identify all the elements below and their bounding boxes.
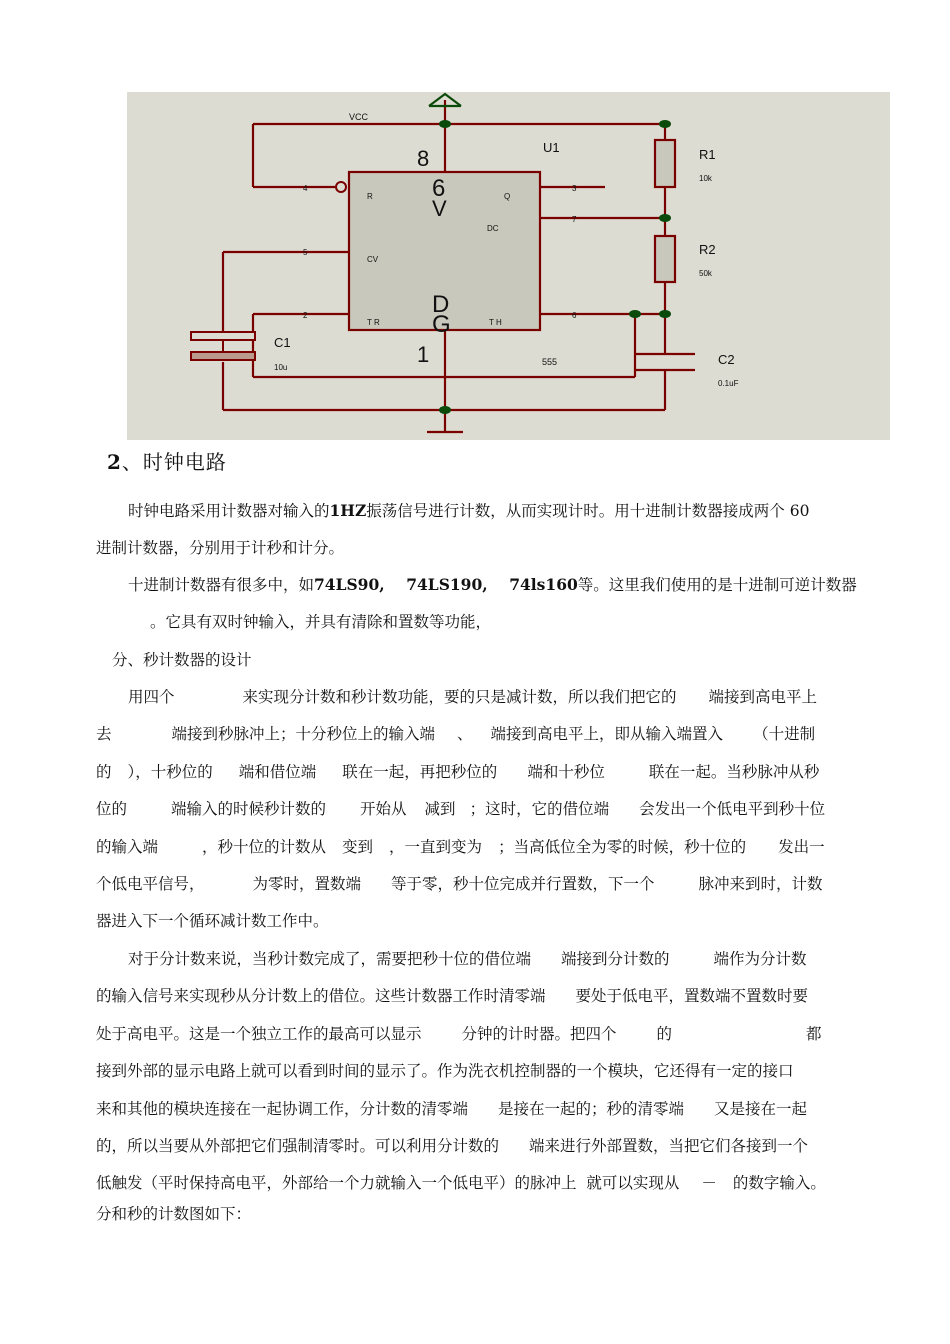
pin-5-label: 5 (303, 248, 308, 257)
r2-value: 50k (699, 269, 712, 278)
bottom-glyph-2: G (432, 311, 451, 338)
paragraph-line-13: 对于分计数来说，当秒计数完成了，需要把秒十位的借位端 端接到分计数的 端作为分计数 (128, 950, 807, 968)
paragraph-line-7: 去 端接到秒脉冲上；十分秒位上的输入端 、 端接到高电平上，即从输入端置入 （十进制 (96, 725, 816, 743)
ne555-circuit-diagram (127, 92, 890, 440)
pin-tr-label: T R (367, 318, 380, 327)
pin-6-label: 6 (572, 311, 577, 320)
paragraph-line-10: 的输入端 ，秒十位的计数从 变到 ，一直到变为 ；当高低位全为零的时候，秒十位的 发出一 (96, 838, 825, 856)
bottom-glyph: D (432, 291, 450, 318)
paragraph-line-19: 低触发（平时保持高电平，外部给一个力就输入一个低电平）的脉冲上 就可以实现从 － 的数字输入。 (96, 1174, 826, 1192)
c2-value: 0.1uF (718, 379, 739, 388)
top-glyph: 6 (432, 175, 446, 202)
u1-label: U1 (543, 140, 560, 155)
r2-name: R2 (699, 242, 716, 257)
section-title: 、时钟电路 (121, 450, 227, 474)
paragraph-line-6: 用四个 来实现分计数和秒计数功能，要的只是减计数，所以我们把它的 端接到高电平上 (128, 688, 818, 706)
pin-th-label: T H (489, 318, 502, 327)
paragraph-line-11: 个低电平信号， 为零时，置数端 等于零，秒十位完成并行置数，下一个 脉冲来到时，计数 (96, 875, 823, 893)
subheading-line: 分、秒计数器的设计 (112, 651, 252, 669)
section-number: 2 (107, 450, 122, 474)
paragraph-line-16: 接到外部的显示电路上就可以看到时间的显示了。作为洗衣机控制器的一个模块，它还得有一定的接口 (96, 1062, 794, 1080)
pin8-big-label: 8 (417, 146, 430, 171)
paragraph-line-12: 器进入下一个循环减计数工作中。 (96, 912, 329, 930)
vcc-label: VCC (349, 112, 369, 122)
pin-q-label: Q (504, 192, 511, 201)
paragraph-line-4: 。它具有双时钟输入，并具有清除和置数等功能， (150, 613, 492, 631)
reset-inverter-bubble (336, 182, 346, 192)
pin-cv-label: CV (367, 255, 379, 264)
paragraph-line-2: 进制计数器，分别用于计秒和计分。 (96, 539, 345, 557)
r1-value: 10k (699, 174, 712, 183)
c1-value: 10u (274, 363, 288, 372)
pin-4-label: 4 (303, 184, 308, 193)
resistor-r2 (655, 236, 675, 282)
c1-name: C1 (274, 335, 291, 350)
resistor-r1 (655, 140, 675, 187)
pin-2-label: 2 (303, 311, 308, 320)
paragraph-line-15: 处于高电平。这是一个独立工作的最高可以显示 分钟的计时器。把四个 的 都 (96, 1025, 822, 1043)
paragraph-line-9: 位的 端输入的时候秒计数的 开始从 减到 ；这时，它的借位端 会发出一个低电平到秒十位 (96, 800, 826, 818)
pin1-big-label: 1 (417, 342, 430, 367)
paragraph-line-14: 的输入信号来实现秒从分计数上的借位。这些计数器工作时清零端 要处于低电平，置数端不置数时要 (96, 987, 809, 1005)
paragraph-line-8: 的 ），十秒位的 端和借位端 联在一起，再把秒位的 端和十秒位 联在一起。当秒脉冲从秒 (96, 763, 820, 781)
pin-3-label: 3 (572, 184, 577, 193)
c2-name: C2 (718, 352, 735, 367)
paragraph-line-20: 分和秒的计数图如下： (96, 1205, 252, 1223)
pin-7-label: 7 (572, 215, 577, 224)
paragraph-line-1: 时钟电路采用计数器对输入的1HZ振荡信号进行计数，从而实现计时。用十进制计数器接成两个 60 (128, 501, 810, 520)
pin-r-label: R (367, 192, 373, 201)
paragraph-line-3: 十进制计数器有很多中，如74LS90, 74LS190, 74ls160等。这里我们使用的是十进制可逆计数器 (128, 575, 857, 594)
paragraph-line-17: 来和其他的模块连接在一起协调工作，分计数的清零端 是接在一起的；秒的清零端 又是接在一起 (96, 1100, 808, 1118)
r1-name: R1 (699, 147, 716, 162)
pin-dc-label: DC (487, 224, 499, 233)
paragraph-line-18: 的，所以当要从外部把它们强制清零时。可以利用分计数的 端来进行外部置数，当把它们各接到一个 (96, 1137, 809, 1155)
top-glyph-2: V (432, 196, 447, 221)
chip-name-label: 555 (542, 357, 558, 367)
section-heading (107, 446, 227, 475)
